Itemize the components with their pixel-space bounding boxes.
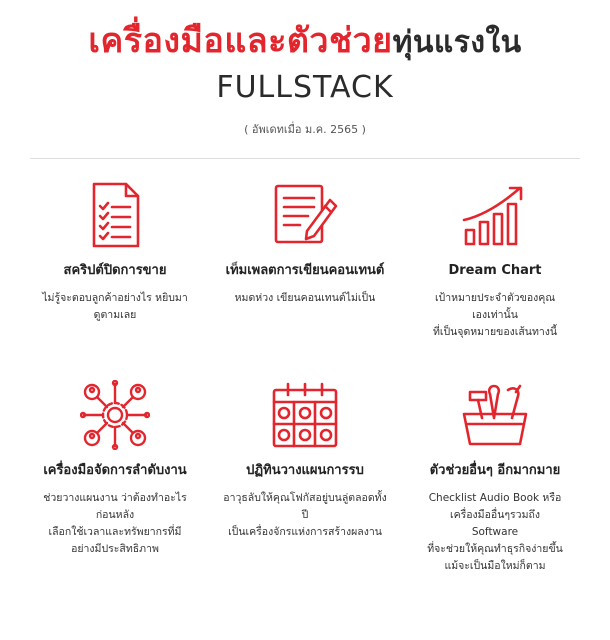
card-desc xyxy=(20,290,210,324)
title-red-part: เครื่องมือและตัวช่วย xyxy=(88,21,393,61)
desc-line: ไม่รู้จะตอบลูกค้าอย่างไร หยิบมา xyxy=(42,292,188,304)
card-title: เครื่องมือจัดการลำดับงาน xyxy=(43,463,187,478)
card-battle-calendar xyxy=(210,380,400,640)
card-desc xyxy=(210,290,400,307)
desc-line: ดูตามเลย xyxy=(93,309,137,321)
updated-date: ( อัพเดทเมื่อ ม.ค. 2565 ) xyxy=(244,123,366,136)
page-title xyxy=(0,18,610,66)
desc-line: เครื่องมืออื่นๆรวมถึง xyxy=(450,509,540,521)
card-desc xyxy=(20,490,210,558)
growth-chart-icon xyxy=(460,180,530,250)
card-content-template xyxy=(210,180,400,380)
card-title: Dream Chart xyxy=(448,263,542,278)
document-pen-icon xyxy=(270,180,340,250)
header xyxy=(0,0,610,159)
calendar-icon xyxy=(270,380,340,450)
desc-line: เป้าหมายประจำตัวของคุณ xyxy=(434,292,556,304)
desc-line: ที่เป็นจุดหมายของเส้นทางนี้ xyxy=(432,326,558,338)
card-title: เท็มเพลตการเขียนคอนเทนต์ xyxy=(225,263,385,278)
desc-line: เองเท่านั้น xyxy=(472,309,518,321)
desc-line: หมดห่วง เขียนคอนเทนต์ไม่เป็น xyxy=(234,292,376,304)
card-dream-chart xyxy=(400,180,590,380)
card-other-helpers xyxy=(400,380,590,640)
header-divider xyxy=(30,158,580,159)
card-task-priority xyxy=(20,380,210,640)
desc-line: เป็นเครื่องจักรแห่งการสร้างผลงาน xyxy=(228,526,382,538)
title-dark-part: ทุ่นแรงใน xyxy=(392,25,522,60)
document-checklist-icon xyxy=(80,180,150,250)
desc-line: ที่จะช่วยให้คุณทำธุรกิจง่ายขึ้น xyxy=(427,543,563,555)
card-title: ตัวช่วยอื่นๆ อีกมากมาย xyxy=(429,463,561,478)
card-desc xyxy=(400,290,590,341)
team-network-icon xyxy=(80,380,150,450)
desc-line: อย่างมีประสิทธิภาพ xyxy=(71,543,159,555)
card-desc xyxy=(400,490,590,575)
desc-line: อาวุธลับให้คุณโฟกัสอยู่บนลู่ตลอดทั้งปี xyxy=(223,492,387,521)
card-desc xyxy=(210,490,400,541)
desc-line: ก่อนหลัง xyxy=(95,509,135,521)
desc-line: Software xyxy=(471,526,519,538)
tools-grid xyxy=(20,180,590,640)
desc-line: เลือกใช้เวลาและทรัพยากรที่มี xyxy=(48,526,182,538)
desc-line: ช่วยวางแผนงาน ว่าต้องทำอะไร xyxy=(43,492,187,504)
card-sales-script xyxy=(20,180,210,380)
desc-line: Checklist Audio Book หรือ xyxy=(428,492,562,504)
card-title: สคริปต์ปิดการขาย xyxy=(63,263,167,278)
title-fullstack: FULLSTACK xyxy=(216,70,394,105)
desc-line: แม้จะเป็นมือใหม่ก็ตาม xyxy=(444,560,546,572)
card-title: ปฏิทินวางแผนการรบ xyxy=(246,463,364,478)
toolbox-icon xyxy=(460,380,530,450)
